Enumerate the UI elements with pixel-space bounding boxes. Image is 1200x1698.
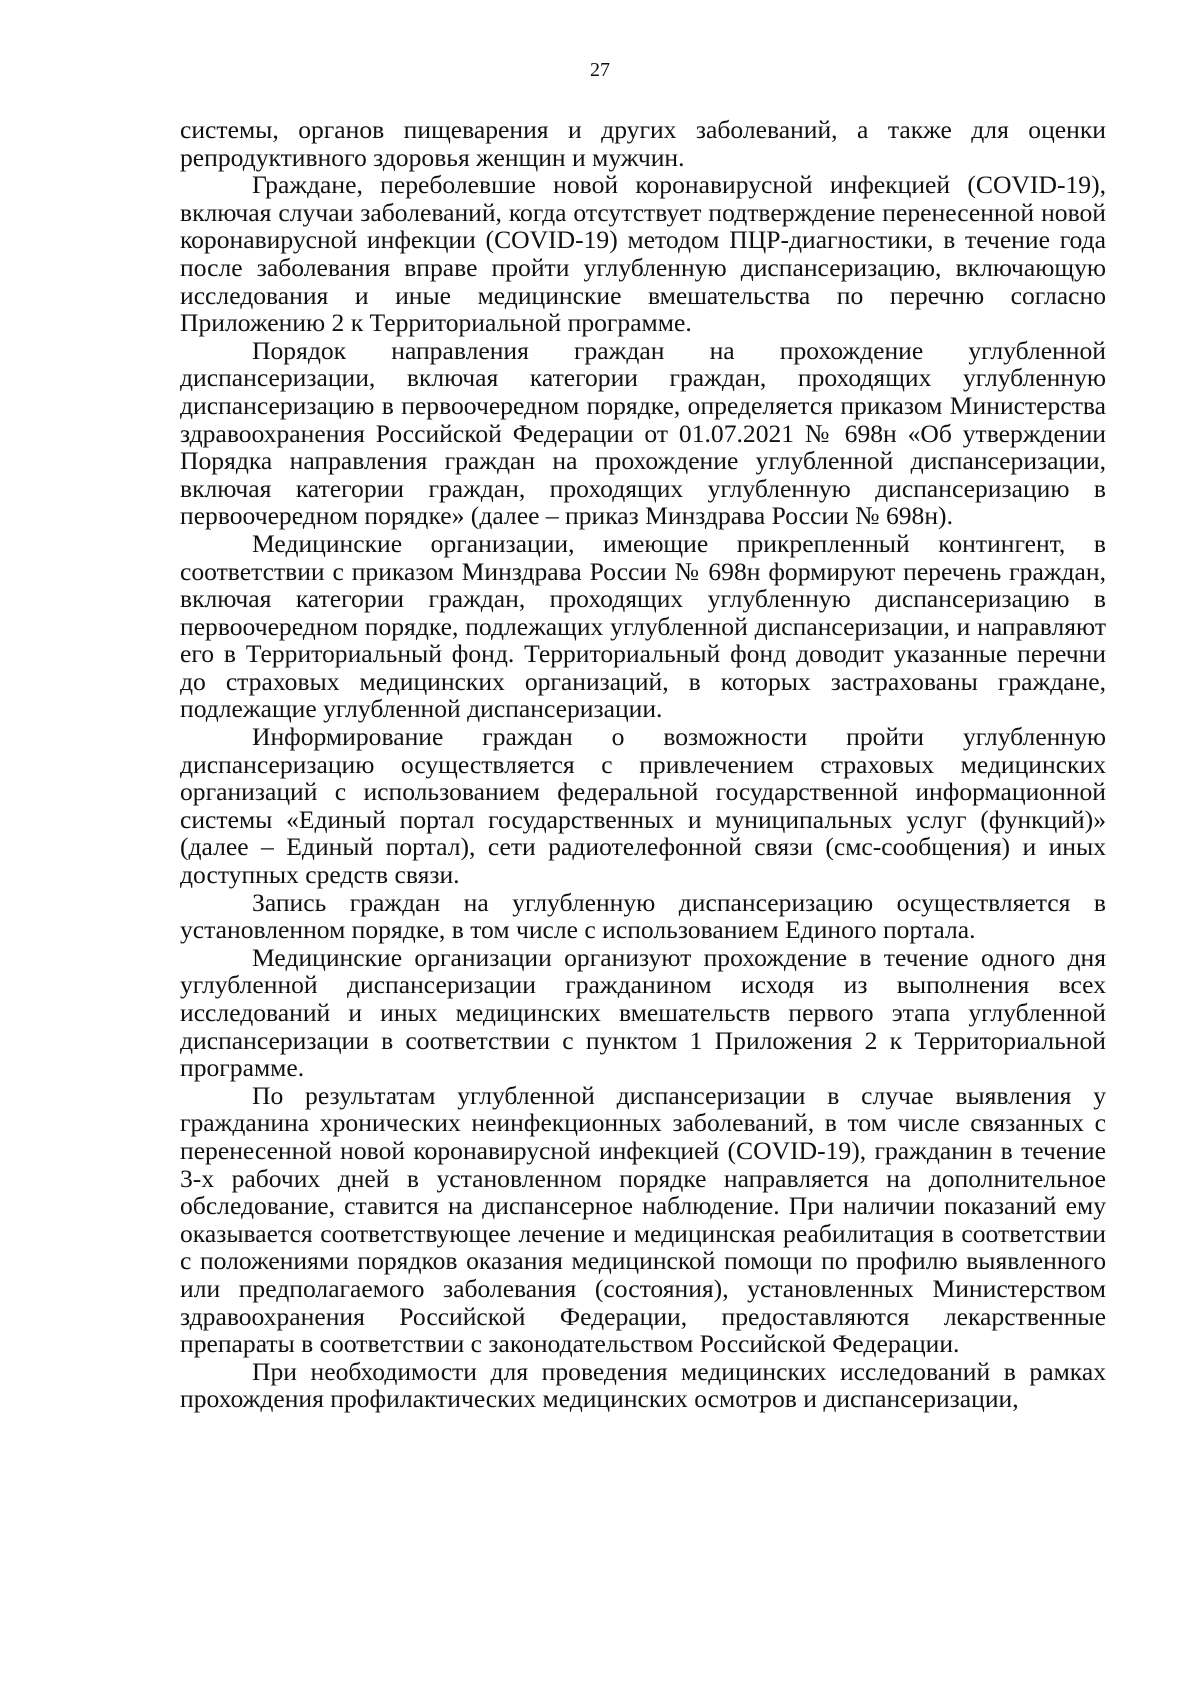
paragraph-one-day-examination: Медицинские организации организуют прохождение в течение одного дня углубленной диспансеризации гражданином исходя из выполнения всех исследований и иных медицинских вмешательств первого этапа углубленной диспансеризации в соответствии с пунктом 1 Приложения 2 к Территориальной программе. [180,942,1106,1083]
paragraph-covid-recovered: Граждане, переболевшие новой коронавирусной инфекцией (COVID-19), включая случаи заболеваний, когда отсутствует подтверждение перенесенной новой коронавирусной инфекции (COVID-19) методом ПЦР-диагностики, в течение года после заболевания вправе пройти углубленную диспансеризацию, включающую исследования и иные медицинские вмешательства по перечню согласно Приложению 2 к Территориальной программе. [180,170,1106,338]
paragraph-results: По результатам углубленной диспансеризации в случае выявления у гражданина хронических неинфекционных заболеваний, в том числе связанных с перенесенной новой коронавирусной инфекцией (COVID-19), гражданин в течение 3-х рабочих дней в установленном порядке направляется на дополнительное обследование, ставится на диспансерное наблюдение. При наличии показаний ему оказывается соответствующее лечение и медицинская реабилитация в соответствии с положениями порядков оказания медицинской помощи по профилю выявленного или предполагаемого заболевания (состояния), установленных Министерством здравоохранения Российской Федерации, предоставляются лекарственные препараты в соответствии с законодательством Российской Федерации. [180,1080,1106,1359]
paragraph-informing-citizens: Информирование граждан о возможности пройти углубленную диспансеризацию осуществляется с привлечением страховых медицинских организаций с использованием федеральной государственной информационной системы «Единый портал государственных и муниципальных услуг (функций)» (далее – Единый портал), сети радиотелефонной связи (смс-сообщения) и иных доступных средств связи. [180,722,1106,890]
document-body [180,116,1106,1413]
page-number: 27 [590,59,610,81]
paragraph-medical-organizations: Медицинские организации, имеющие прикрепленный контингент, в соответствии с приказом Минздрава России № 698н формируют перечень граждан, включая категории граждан, проходящих углубленную диспансеризацию в первоочередном порядке, подлежащих углубленной диспансеризации, и направляют его в Территориальный фонд. Территориальный фонд доводит указанные перечни до страховых медицинских организаций, в которых застрахованы граждане, подлежащие углубленной диспансеризации. [180,528,1106,724]
paragraph-registration: Запись граждан на углубленную диспансеризацию осуществляется в установленном порядке, в том числе с использованием Единого портала. [180,887,1106,945]
paragraph-necessity: При необходимости для проведения медицинских исследований в рамках прохождения профилактических медицинских осмотров и диспансеризации, [180,1356,1106,1414]
paragraph-continuation: системы, органов пищеварения и других заболеваний, а также для оценки репродуктивного здоровья женщин и мужчин. [180,115,1106,172]
paragraph-referral-procedure: Порядок направления граждан на прохождение углубленной диспансеризации, включая категории граждан, проходящих углубленную диспансеризацию в первоочередном порядке, определяется приказом Министерства здравоохранения Российской Федерации от 01.07.2021 № 698н «Об утверждении Порядка направления граждан на прохождение углубленной диспансеризации, включая категории граждан, проходящих углубленную диспансеризацию в первоочередном порядке» (далее – приказ Минздрава России № 698н). [180,335,1106,531]
